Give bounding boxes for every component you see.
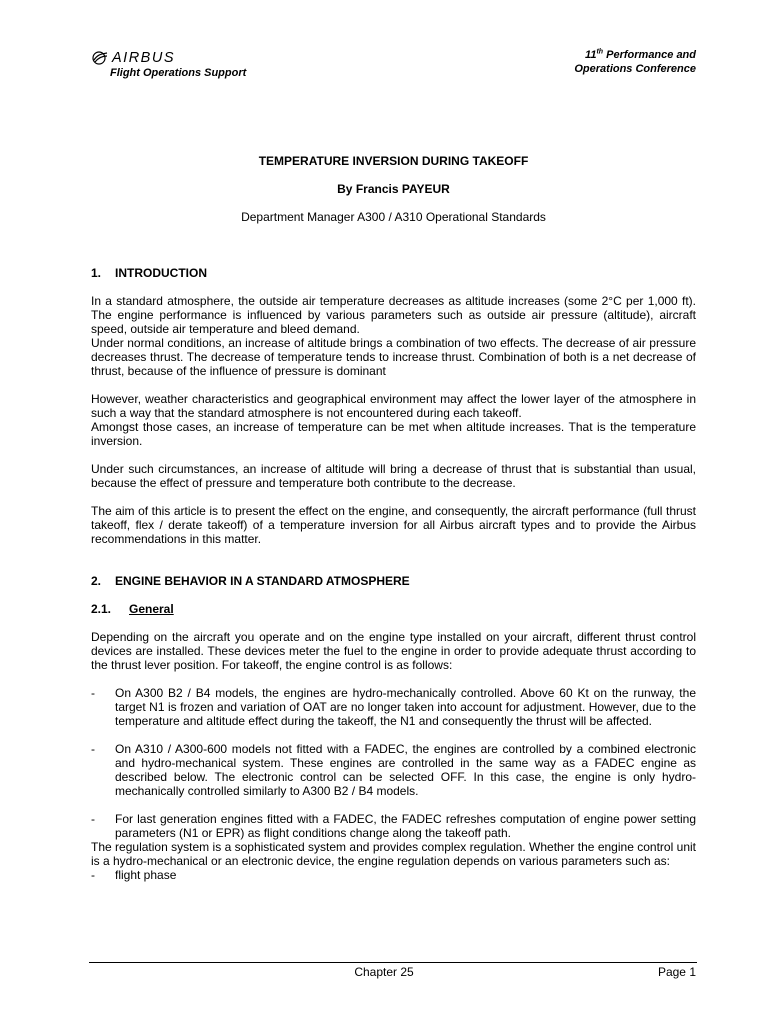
intro-paragraph-4: Amongst those cases, an increase of temperature can be met when altitude increases. That is the temperature inversion.: [91, 420, 696, 448]
bullet-text-fadec: For last generation engines fitted with a FADEC, the FADEC refreshes computation of engine power setting parameters (N1 or EPR) as flight conditions change along the takeoff path.: [115, 812, 696, 840]
conference-line-1: [574, 48, 696, 62]
section-2-title: ENGINE BEHAVIOR IN A STANDARD ATMOSPHERE: [115, 574, 410, 588]
header-left: [91, 50, 246, 80]
bullet-marker: -: [91, 742, 95, 756]
bullet-text-a310: On A310 / A300-600 models not fitted with a FADEC, the engines are controlled by a combined electronic and hydro-mechanical system. These engines are controlled in the same way as a FADEC engine as described below. The electronic control can be selected OFF. In this case, the engine is only hydro-mechanically controlled similarly to A300 B2 / B4 models.: [115, 742, 696, 798]
section-2-1-heading: [91, 602, 696, 616]
section-2-heading: [91, 574, 696, 588]
list-item: [91, 868, 696, 882]
logo-text: AIRBUS: [112, 50, 175, 66]
header-department: Flight Operations Support: [110, 67, 247, 79]
intro-paragraph-2: Under normal conditions, an increase of altitude brings a combination of two effects. The decrease of air pressure decreases thrust. The decrease of temperature tends to increase thrust. Combination of both is a net decrease of thrust, because of the influence of pressure is dominant: [91, 336, 696, 378]
general-intro-paragraph: Depending on the aircraft you operate and on the engine type installed on your aircraft, different thrust control devices are installed. These devices meter the fuel to the engine in order to provide adequate thrust according to the thrust lever position. For takeoff, the engine control is as follows:: [91, 630, 696, 672]
list-item: [91, 742, 696, 798]
conference-line-2: Operations Conference: [574, 63, 696, 75]
conference-number: 11: [585, 49, 597, 61]
bullet-marker: -: [91, 868, 95, 882]
section-1-number: 1.: [91, 266, 102, 280]
bullet-marker: -: [91, 812, 95, 826]
document-body: [91, 154, 696, 882]
regulation-paragraph: The regulation system is a sophisticated system and provides complex regulation. Whether the engine control unit is a hydro-mechanical or an electronic device, the engine regulation depends on various parameters such as:: [91, 840, 696, 868]
intro-paragraph-6: The aim of this article is to present the effect on the engine, and consequently, the aircraft performance (full thrust takeoff, flex / derate takeoff) of a temperature inversion for all Airbus aircraft types and to provide the Airbus recommendations in this matter.: [91, 504, 696, 546]
conference-superscript: th: [596, 48, 604, 56]
document-title: TEMPERATURE INVERSION DURING TAKEOFF: [258, 154, 529, 168]
intro-paragraph-1: In a standard atmosphere, the outside air temperature decreases as altitude increases (some 2°C per 1,000 ft). The engine performance is influenced by various parameters such as outside air pressure (altitude), aircraft speed, outside air temperature and bleed demand.: [91, 294, 696, 336]
intro-paragraph-3: However, weather characteristics and geographical environment may affect the lower layer of the atmosphere in such a way that the standard atmosphere is not encountered during each takeoff.: [91, 392, 696, 420]
conference-line-1-rest: Performance and: [603, 49, 696, 61]
header-right: [574, 48, 696, 76]
footer-divider: [89, 962, 697, 963]
section-1-title: INTRODUCTION: [115, 266, 207, 280]
section-2-1-number: 2.1.: [91, 602, 112, 616]
intro-paragraph-5: Under such circumstances, an increase of altitude will bring a decrease of thrust that is substantial than usual, because the effect of pressure and temperature both contribute to the decrease.: [91, 462, 696, 490]
footer-page-number: Page 1: [657, 965, 696, 979]
document-author: By Francis PAYEUR: [337, 182, 450, 196]
author-role: Department Manager A300 / A310 Operational Standards: [241, 210, 546, 224]
list-item: [91, 812, 696, 840]
bullet-marker: -: [91, 686, 95, 700]
airbus-logo: [91, 50, 246, 66]
list-item: [91, 686, 696, 728]
section-2-number: 2.: [91, 574, 102, 588]
footer-chapter: Chapter 25: [354, 965, 414, 979]
bullet-text-a300: On A300 B2 / B4 models, the engines are hydro-mechanically controlled. Above 60 Kt on the runway, the target N1 is frozen and variation of OAT are no longer taken into account for adjustment. However, due to the temperature and altitude effect during the takeoff, the N1 and consequently the thrust will be affected.: [115, 686, 696, 728]
airbus-logo-icon: [91, 51, 109, 65]
section-2-1-title: General: [129, 602, 174, 616]
section-1-heading: [91, 266, 696, 280]
parameter-flight-phase: flight phase: [115, 868, 177, 882]
